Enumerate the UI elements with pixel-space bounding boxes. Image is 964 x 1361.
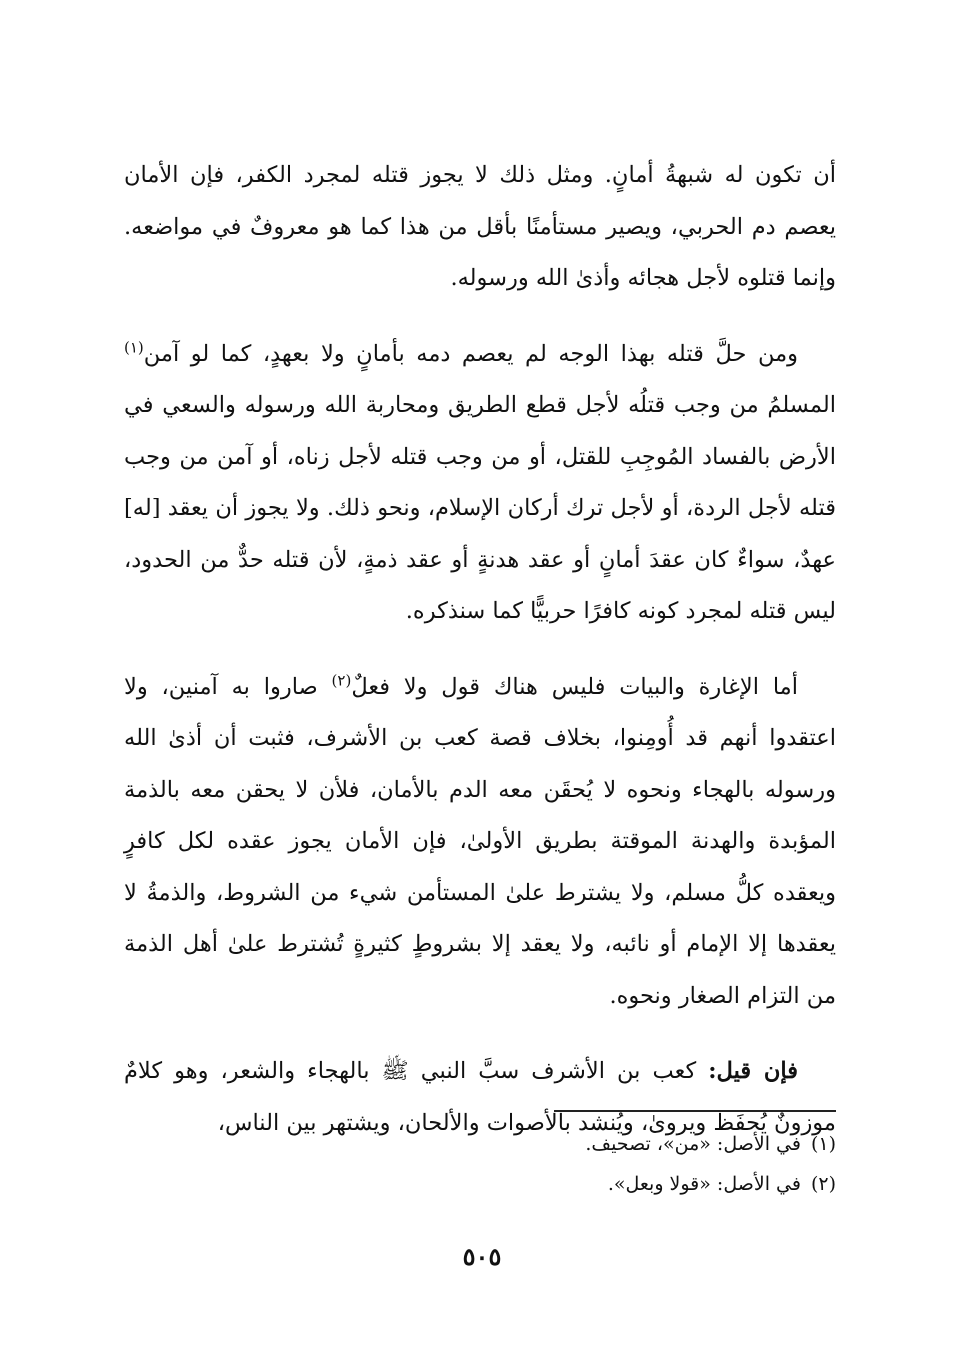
footnotes <box>124 1124 836 1204</box>
footnote-2 <box>124 1164 836 1204</box>
paragraph-3-text-before: أما الإغارة والبيات فليس هناك قول ولا فعلٌ <box>351 673 798 700</box>
footnote-ref-1: (١) <box>124 338 144 356</box>
paragraph-3 <box>124 662 836 1023</box>
footnote-1 <box>124 1124 836 1164</box>
footnote-2-text: في الأصل: «قولا وبعل». <box>607 1173 801 1195</box>
footnote-2-number: (٢) <box>810 1173 836 1195</box>
page-number: ٥٠٥ <box>462 1242 502 1271</box>
paragraph-1 <box>124 150 836 305</box>
paragraph-4-text: كعب بن الأشرف سبَّ النبي ﷺ بالهجاء والشعر، وهو كلامٌ موزونٌ يُحفَظ ويروىٰ، ويُنشد بالأصوات والألحان، ويشتهر بين الناس، <box>124 1058 836 1136</box>
footnote-1-text: في الأصل: «من»، تصحيف. <box>585 1133 801 1155</box>
paragraph-1-text: أن تكون له شبهةُ أمانٍ. ومثل ذلك لا يجوز قتله لمجرد الكفر، فإن الأمان يعصم دم الحربي، ويصير مستأمنًا بأقل من هذا كما هو معروفٌ في مواضعه. وإنما قتلوه لأجل هجائه وأذىٰ الله ورسوله. <box>124 162 836 291</box>
paragraph-3-text-after: صاروا به آمنين، ولا اعتقدوا أنهم قد أُومِنوا، بخلاف قصة كعب بن الأشرف، فثبت أن أذىٰ الله ورسوله بالهجاء ونحوه لا يُحقَن معه الدم بالأمان، فلأن لا يحقن معه بالذمة المؤبدة والهدنة الموقتة بطريق الأولىٰ، فإن الأمان يجوز عقده لكل كافرٍ ويعقده كلُّ مسلم، ولا يشترط علىٰ المستأمن شيء من الشروط، والذمةُ لا يعقدها إلا الإمام أو نائبه، ولا يعقد إلا بشروطٍ كثيرةٍ تُشترط علىٰ أهل الذمة من التزام الصغار ونحوه. <box>124 673 836 1009</box>
footnote-divider <box>554 1110 836 1112</box>
paragraph-4-lead: فإن قيل: <box>708 1058 798 1084</box>
footnote-ref-2: (٢) <box>331 671 352 689</box>
main-text <box>124 150 836 1173</box>
paragraph-2-text-after: المسلمُ من وجب قتلُه لأجل قطع الطريق ومحاربة الله ورسوله والسعي في الأرض بالفساد المُوجِبِ للقتل، أو من وجب قتله لأجل زناه، أو آمن من وجب قتله لأجل الردة، أو لأجل ترك أركان الإسلام، ونحو ذلك. ولا يجوز أن يعقد [له] عهدٌ، سواءٌ كان عقدَ أمانٍ أو عقد هدنةٍ أو عقد ذمةٍ، لأن قتله حدٌّ من الحدود، ليس قتله لمجرد كونه كافرًا حربيًّا كما سنذكره. <box>124 392 836 624</box>
paragraph-2 <box>124 329 836 638</box>
footnote-1-number: (١) <box>810 1133 836 1155</box>
paragraph-2-text-before: ومن حلَّ قتله بهذا الوجه لم يعصم دمه بأمانٍ ولا بعهدٍ، كما لو آمن <box>143 340 798 367</box>
